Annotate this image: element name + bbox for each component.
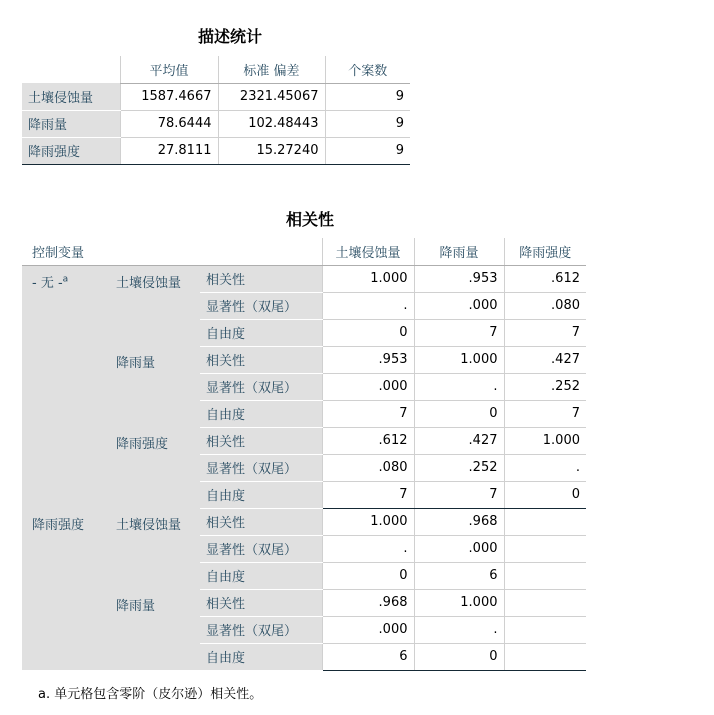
statistic-label: 相关性 xyxy=(200,508,322,535)
value-cell: 1.000 xyxy=(504,427,586,454)
col-header-mean: 平均值 xyxy=(120,56,218,83)
table-row xyxy=(22,508,586,535)
value-cell: .080 xyxy=(504,292,586,319)
value-cell xyxy=(504,508,586,535)
footnote-marker: a xyxy=(62,274,69,285)
variable-label: 降雨量 xyxy=(110,346,200,427)
value-cell: . xyxy=(414,616,504,643)
value-cell: .953 xyxy=(322,346,414,373)
cell-sd: 2321.45067 xyxy=(218,83,325,110)
value-cell: . xyxy=(414,373,504,400)
value-cell: 1.000 xyxy=(322,508,414,535)
value-cell: .427 xyxy=(414,427,504,454)
value-cell: .612 xyxy=(322,427,414,454)
col-header-intensity: 降雨强度 xyxy=(504,238,586,265)
value-cell: .000 xyxy=(414,292,504,319)
variable-label: 土壤侵蚀量 xyxy=(110,508,200,589)
control-variable-label: 降雨强度 xyxy=(32,518,85,533)
table-row xyxy=(22,110,410,137)
correlation-body xyxy=(22,265,586,670)
statistic-label: 自由度 xyxy=(200,400,322,427)
control-variable-cell xyxy=(22,508,110,670)
statistic-label: 显著性（双尾） xyxy=(200,292,322,319)
table-row xyxy=(22,137,410,164)
col-header-n: 个案数 xyxy=(325,56,410,83)
statistic-label: 相关性 xyxy=(200,265,322,292)
value-cell: .252 xyxy=(504,373,586,400)
value-cell: 6 xyxy=(414,562,504,589)
statistic-label: 显著性（双尾） xyxy=(200,454,322,481)
correlation-table xyxy=(22,238,586,671)
value-cell: 7 xyxy=(322,481,414,508)
statistic-label: 显著性（双尾） xyxy=(200,535,322,562)
value-cell: .427 xyxy=(504,346,586,373)
value-cell: 0 xyxy=(322,562,414,589)
control-variable-header: 控制变量 xyxy=(22,238,322,265)
value-cell: 0 xyxy=(414,643,504,670)
footnote: a. 单元格包含零阶（皮尔逊）相关性。 xyxy=(38,687,263,702)
value-cell: 0 xyxy=(322,319,414,346)
cell-mean: 78.6444 xyxy=(120,110,218,137)
statistic-label: 自由度 xyxy=(200,319,322,346)
value-cell: .252 xyxy=(414,454,504,481)
value-cell: 0 xyxy=(504,481,586,508)
value-cell: .968 xyxy=(322,589,414,616)
statistic-label: 自由度 xyxy=(200,562,322,589)
value-cell xyxy=(504,535,586,562)
cell-sd: 102.48443 xyxy=(218,110,325,137)
value-cell: .000 xyxy=(322,373,414,400)
row-label: 降雨量 xyxy=(22,110,120,137)
statistic-label: 相关性 xyxy=(200,589,322,616)
value-cell: . xyxy=(504,454,586,481)
statistic-label: 自由度 xyxy=(200,643,322,670)
control-variable-cell xyxy=(22,265,110,508)
value-cell: .968 xyxy=(414,508,504,535)
value-cell: 7 xyxy=(414,481,504,508)
col-header-soil: 土壤侵蚀量 xyxy=(322,238,414,265)
descriptive-stats-table xyxy=(22,56,410,165)
value-cell: 1.000 xyxy=(322,265,414,292)
corner-cell xyxy=(22,56,120,83)
table-row xyxy=(22,83,410,110)
table-row xyxy=(22,265,586,292)
value-cell: .000 xyxy=(414,535,504,562)
value-cell: 7 xyxy=(504,400,586,427)
value-cell: 7 xyxy=(322,400,414,427)
value-cell xyxy=(504,643,586,670)
statistic-label: 显著性（双尾） xyxy=(200,373,322,400)
value-cell: 7 xyxy=(414,319,504,346)
corr-title: 相关性 xyxy=(285,210,334,229)
col-header-sd: 标准 偏差 xyxy=(218,56,325,83)
value-cell: 1.000 xyxy=(414,346,504,373)
statistic-label: 相关性 xyxy=(200,346,322,373)
cell-n: 9 xyxy=(325,110,410,137)
value-cell: 0 xyxy=(414,400,504,427)
col-header-rain: 降雨量 xyxy=(414,238,504,265)
control-variable-label: - 无 - xyxy=(32,275,63,291)
value-cell: . xyxy=(322,292,414,319)
value-cell xyxy=(504,616,586,643)
variable-label: 土壤侵蚀量 xyxy=(110,265,200,346)
row-label: 土壤侵蚀量 xyxy=(22,83,120,110)
statistic-label: 显著性（双尾） xyxy=(200,616,322,643)
value-cell: 7 xyxy=(504,319,586,346)
row-label: 降雨强度 xyxy=(22,137,120,164)
cell-n: 9 xyxy=(325,137,410,164)
statistic-label: 相关性 xyxy=(200,427,322,454)
cell-sd: 15.27240 xyxy=(218,137,325,164)
value-cell xyxy=(504,562,586,589)
cell-n: 9 xyxy=(325,83,410,110)
variable-label: 降雨强度 xyxy=(110,427,200,508)
statistic-label: 自由度 xyxy=(200,481,322,508)
value-cell: .612 xyxy=(504,265,586,292)
cell-mean: 27.8111 xyxy=(120,137,218,164)
value-cell: . xyxy=(322,535,414,562)
value-cell: .080 xyxy=(322,454,414,481)
variable-label: 降雨量 xyxy=(110,589,200,670)
value-cell: .953 xyxy=(414,265,504,292)
value-cell xyxy=(504,589,586,616)
cell-mean: 1587.4667 xyxy=(120,83,218,110)
value-cell: .000 xyxy=(322,616,414,643)
header-row xyxy=(22,56,410,83)
desc-title: 描述统计 xyxy=(197,27,262,46)
value-cell: 6 xyxy=(322,643,414,670)
header-row xyxy=(22,238,586,265)
value-cell: 1.000 xyxy=(414,589,504,616)
